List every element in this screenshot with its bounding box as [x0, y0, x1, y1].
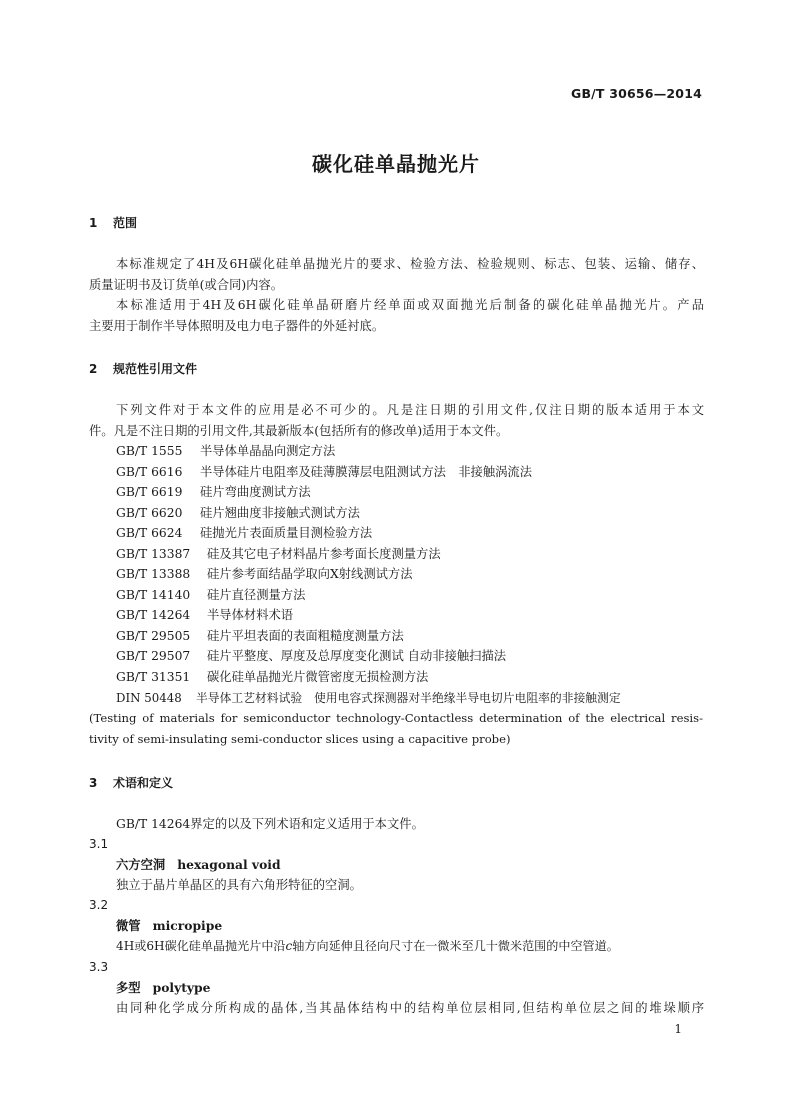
scope-paragraph-1-line-2: 质量证明书及订货单(或合同)内容。 [89, 278, 284, 292]
reference-code: GB/T 29505 [116, 629, 191, 643]
reference-code: GB/T 1555 [116, 444, 183, 458]
section-2-heading [89, 360, 197, 377]
section-2-title: 规范性引用文件 [113, 362, 198, 376]
scope-paragraph-1-line-1: 本标准规定了4H及6H碳化硅单晶抛光片的要求、检验方法、检验规则、标志、包装、运输、储存、 [116, 257, 704, 271]
reference-item [116, 688, 704, 709]
scope-paragraph-2-line-1: 本标准适用于4H及6H碳化硅单晶研磨片经单面或双面抛光后制备的碳化硅单晶抛光片。产品 [116, 298, 704, 312]
reference-item [116, 523, 704, 544]
reference-code: GB/T 6624 [116, 526, 183, 540]
section-1-heading [89, 214, 137, 231]
term-chinese: 微管 [116, 919, 141, 933]
reference-code: GB/T 13388 [116, 567, 191, 581]
reference-title: 硅片弯曲度测试方法 [200, 485, 311, 499]
reference-code: DIN 50448 [116, 691, 182, 705]
reference-item [116, 544, 704, 565]
reference-item [116, 646, 704, 667]
reference-item [116, 441, 704, 462]
reference-title: 半导体材料术语 [207, 608, 294, 622]
section-1-number: 1 [89, 216, 98, 230]
reference-item [116, 585, 704, 606]
din-english-title-line-1: (Testing of materials for semiconductor technology-Contactless determination of the electrical resis- [89, 711, 703, 725]
reference-item [116, 462, 704, 483]
reference-code: GB/T 6619 [116, 485, 183, 499]
document-title: 碳化硅单晶抛光片 [312, 152, 480, 176]
term-definition: 由同种化学成分所构成的晶体,当其晶体结构中的结构单位层相同,但结构单位层之间的堆垛顺序 [116, 1001, 704, 1015]
reference-code: GB/T 6616 [116, 465, 183, 479]
page-number: 1 [674, 1022, 682, 1036]
reference-item [116, 667, 704, 688]
section-3-heading [89, 774, 173, 791]
term-definition [116, 936, 704, 957]
reference-code: GB/T 13387 [116, 547, 191, 561]
reference-code: GB/T 31351 [116, 670, 191, 684]
reference-title: 硅片翘曲度非接触式测试方法 [200, 506, 360, 520]
section-2-number: 2 [89, 362, 98, 376]
term-heading [116, 916, 222, 934]
terms-intro: GB/T 14264界定的以及下列术语和定义适用于本文件。 [116, 817, 424, 831]
reference-code: GB/T 6620 [116, 506, 183, 520]
normative-intro-line-1: 下列文件对于本文件的应用是必不可少的。凡是注日期的引用文件,仅注日期的版本适用于本文 [116, 403, 704, 417]
reference-title: 硅片直径测量方法 [207, 588, 306, 602]
term-definition-part-b: 轴方向延伸且径向尺寸在一微米至几十微米范围的中空管道。 [292, 939, 619, 953]
term-heading [116, 978, 210, 996]
normative-intro-line-2: 件。凡是不注日期的引用文件,其最新版本(包括所有的修改单)适用于本文件。 [89, 424, 509, 438]
reference-item [116, 626, 704, 647]
term-definition: 独立于晶片单晶区的具有六角形特征的空洞。 [116, 878, 362, 892]
section-3-title: 术语和定义 [113, 776, 174, 790]
term-chinese: 多型 [116, 981, 141, 995]
reference-title: 半导体硅片电阻率及硅薄膜薄层电阻测试方法 非接触涡流法 [200, 465, 533, 479]
reference-title: 硅片平整度、厚度及总厚度变化测试 自动非接触扫描法 [207, 649, 507, 663]
scope-paragraph-2-line-2: 主要用于制作半导体照明及电力电子器件的外延衬底。 [89, 319, 385, 333]
reference-title: 半导体单晶晶向测定方法 [200, 444, 336, 458]
reference-title: 硅片参考面结晶学取向X射线测试方法 [207, 567, 413, 581]
reference-title: 硅抛光片表面质量目测检验方法 [200, 526, 373, 540]
term-english: polytype [152, 980, 211, 995]
reference-title: 半导体工艺材料试验 使用电容式探测器对半绝缘半导电切片电阻率的非接触测定 [196, 691, 621, 705]
reference-code: GB/T 14140 [116, 588, 191, 602]
term-heading [116, 855, 281, 873]
term-number: 3.2 [89, 898, 109, 912]
section-1-title: 范围 [113, 216, 138, 230]
reference-title: 硅及其它电子材料晶片参考面长度测量方法 [207, 547, 441, 561]
din-english-title-line-2: tivity of semi-insulating semi-conductor slices using a capacitive probe) [89, 732, 511, 746]
reference-item [116, 564, 704, 585]
reference-code: GB/T 14264 [116, 608, 191, 622]
standard-code: GB/T 30656—2014 [570, 86, 702, 101]
term-chinese: 六方空洞 [116, 858, 166, 872]
reference-title: 碳化硅单晶抛光片微管密度无损检测方法 [207, 670, 429, 684]
reference-item [116, 503, 704, 524]
term-number: 3.1 [89, 837, 109, 851]
term-definition-part-a: 4H或6H碳化硅单晶抛光片中沿 [116, 939, 286, 953]
reference-title: 硅片平坦表面的表面粗糙度测量方法 [207, 629, 404, 643]
term-english: micropipe [152, 918, 223, 933]
term-english: hexagonal void [177, 857, 281, 872]
term-number: 3.3 [89, 960, 109, 974]
section-3-number: 3 [89, 776, 98, 790]
reference-item [116, 605, 704, 626]
reference-code: GB/T 29507 [116, 649, 191, 663]
reference-item [116, 482, 704, 503]
c-axis-symbol: c [285, 939, 293, 953]
